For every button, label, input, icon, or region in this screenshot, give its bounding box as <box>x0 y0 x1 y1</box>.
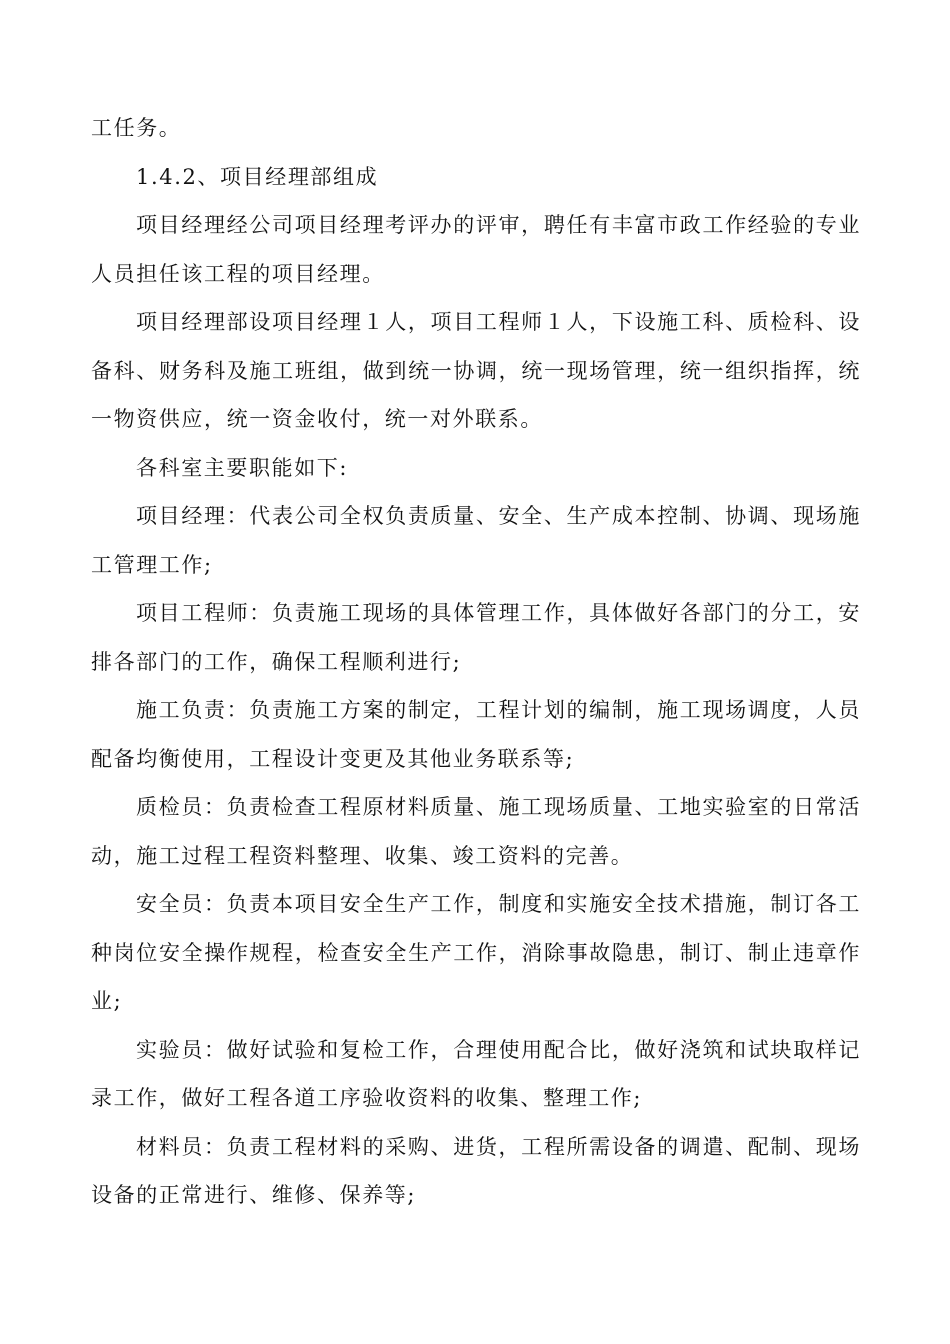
paragraph-department-setup: 项目经理部设项目经理１人，项目工程师１人，下设施工科、质检科、设备科、财务科及施工班组，做到统一协调，统一现场管理，统一组织指挥，统一物资供应，统一资金收付，统一对外联系。 <box>91 310 861 431</box>
paragraph-lab-technician: 实验员：做好试验和复检工作，合理使用配合比，做好浇筑和试块取样记录工作，做好工程各道工序验收资料的收集、整理工作; <box>91 1037 861 1110</box>
paragraph-manager-appointment: 项目经理经公司项目经理考评办的评审，聘任有丰富市政工作经验的专业人员担任该工程的项目经理。 <box>91 213 861 286</box>
section-heading: 1.4.2、项目经理部组成 <box>136 164 379 189</box>
paragraph-project-engineer: 项目工程师：负责施工现场的具体管理工作，具体做好各部门的分工，安排各部门的工作，确保工程顺利进行; <box>91 601 861 674</box>
paragraph-functions-intro: 各科室主要职能如下: <box>136 455 349 480</box>
document-body <box>91 104 861 1220</box>
paragraph-project-manager: 项目经理：代表公司全权负责质量、安全、生产成本控制、协调、现场施工管理工作; <box>91 504 861 577</box>
paragraph-continuation: 工任务。 <box>91 116 182 140</box>
paragraph-materials-officer: 材料员：负责工程材料的采购、进货，工程所需设备的调遣、配制、现场设备的正常进行、维修、保养等; <box>91 1134 861 1207</box>
paragraph-construction-lead: 施工负责：负责施工方案的制定，工程计划的编制，施工现场调度，人员配备均衡使用，工程设计变更及其他业务联系等; <box>91 698 861 771</box>
paragraph-safety-officer: 安全员：负责本项目安全生产工作，制度和实施安全技术措施，制订各工种岗位安全操作规程，检查安全生产工作，消除事故隐患，制订、制止违章作业; <box>91 892 861 1013</box>
paragraph-quality-inspector: 质检员：负责检查工程原材料质量、施工现场质量、工地实验室的日常活动，施工过程工程资料整理、收集、竣工资料的完善。 <box>91 795 861 868</box>
